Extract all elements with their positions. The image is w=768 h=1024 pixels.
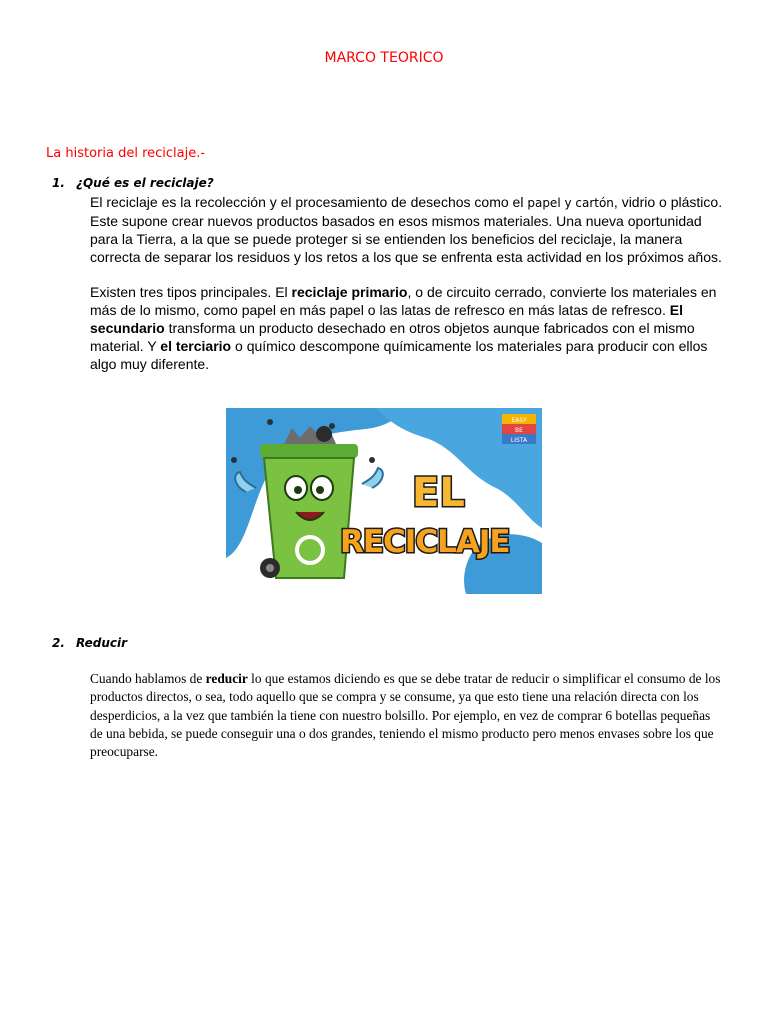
bold-term: reducir xyxy=(205,671,248,686)
bin-wheel-hub xyxy=(266,564,274,572)
text-run: o químico descompone químicamente los materiales para producir con ellos algo muy diferente. xyxy=(90,338,708,372)
text-run: , vidrio o plástico. Este supone crear nuevos productos basados en esos mismos materiales. Una nueva oportunidad para la Tierra, a la que se puede proteger si se entienden los beneficios del reciclaje, la manera correcta de separar los residuos y los retos a los que se enfrenta esta actividad en los próximos años. xyxy=(90,194,723,265)
fly-dot xyxy=(329,423,335,429)
banner-illustration xyxy=(226,408,542,594)
bin-pupil xyxy=(294,486,302,494)
document-title: MARCO TEORICO xyxy=(324,50,444,66)
fly-dot xyxy=(231,457,237,463)
section-2-title: Reducir xyxy=(76,636,128,650)
bold-term: El secundario xyxy=(90,302,683,336)
section-1-number: 1. xyxy=(52,176,65,190)
logo-text: LISTA xyxy=(510,437,528,444)
section-2-paragraph xyxy=(90,670,726,761)
banner-logo xyxy=(502,414,536,444)
logo-text: EASY xyxy=(511,417,527,424)
text-run: lo que estamos diciendo es que se debe tratar de reducir o simplificar el consumo de los productos directos, o sea, todo aquello que se compra y se consume, ya que esto tiene una relación directa con los desperdicios, a la vez que también la tiene con nuestro bolsillo. Por ejemplo, en vez de comprar 6 botellas pequeñas de una bebida, se puede conseguir una o dos grandes, teniendo el mismo producto pero menos envases sobre los que preocuparse. xyxy=(90,671,721,760)
section-1-paragraph-1 xyxy=(90,193,730,266)
section-2-number: 2. xyxy=(52,636,65,650)
bold-term: el terciario xyxy=(160,338,232,354)
reciclaje-banner-image xyxy=(226,408,542,594)
fly-dot xyxy=(267,419,273,425)
text-run: , o de circuito cerrado, convierte los materiales en más de lo mismo, como papel en más papel o las latas de refresco en más latas de refresco. xyxy=(90,284,717,318)
banner-word-el: EL xyxy=(412,470,465,516)
section-2-heading xyxy=(52,636,127,650)
section-1-paragraph-2 xyxy=(90,283,730,373)
bin-pupil xyxy=(316,486,324,494)
bold-term: reciclaje primario xyxy=(291,284,408,300)
text-run: Existen tres tipos principales. El xyxy=(90,284,292,300)
text-run: papel y cartón xyxy=(527,196,614,210)
trash-bag xyxy=(316,426,332,442)
banner-word-reciclaje: RECICLAJE xyxy=(340,524,510,560)
fly-dot xyxy=(369,457,375,463)
section-1-title: ¿Qué es el reciclaje? xyxy=(76,176,214,190)
logo-text: BE xyxy=(515,427,523,434)
section-subtitle: La historia del reciclaje.- xyxy=(46,146,206,161)
text-run: Cuando hablamos de xyxy=(90,671,206,686)
section-1-heading xyxy=(52,176,214,190)
text-run: transforma un producto desechado en otros objetos aunque fabricados con el mismo material. Y xyxy=(90,320,695,354)
bin-lid xyxy=(260,444,358,458)
text-run: El reciclaje es la recolección y el procesamiento de desechos como el xyxy=(90,194,528,210)
